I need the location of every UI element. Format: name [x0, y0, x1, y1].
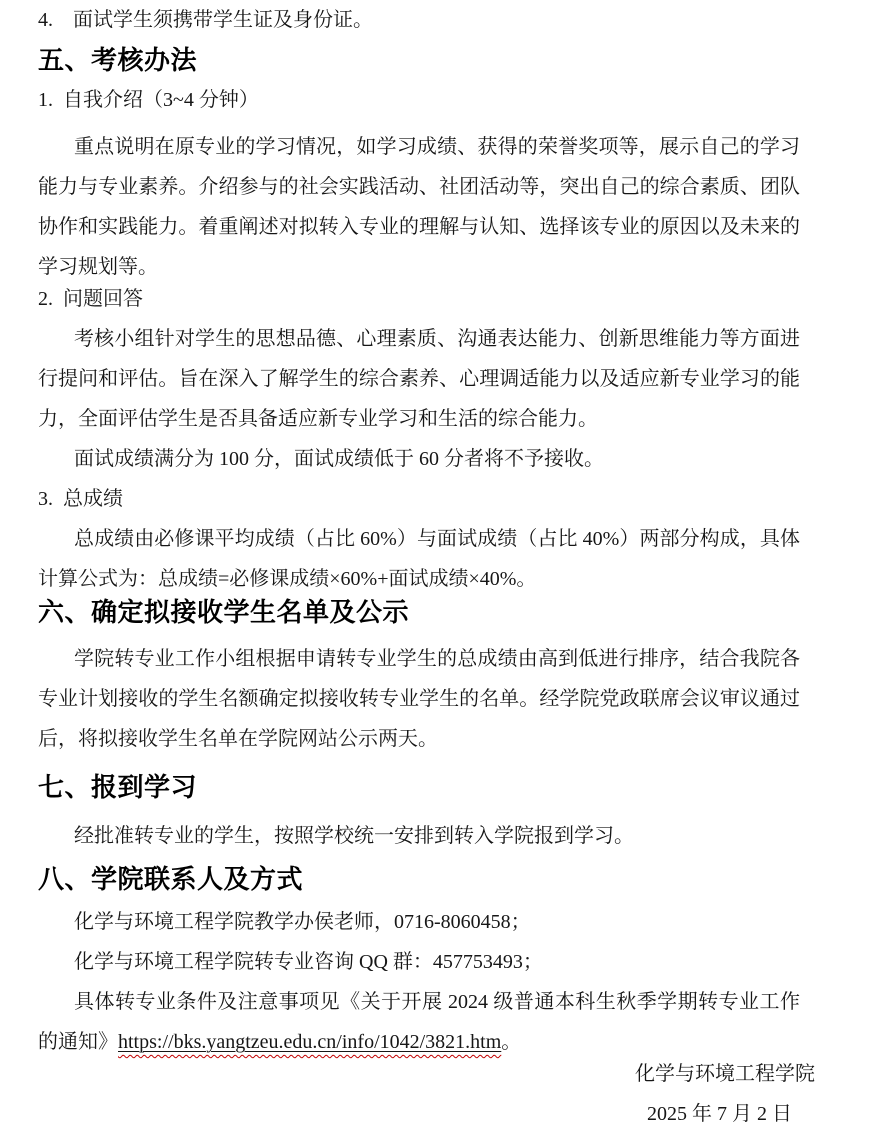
- notice-link-text: https://bks.yangtzeu.edu.cn/info/1042/3821.htm: [118, 1031, 502, 1053]
- para-contact-phone: 化学与环境工程学院教学办侯老师，0716-8060458；: [74, 911, 531, 933]
- list-item-4-text: 面试学生须携带学生证及身份证。: [73, 9, 373, 31]
- para-notice-link: [38, 982, 800, 1062]
- signature-college: 化学与环境工程学院: [635, 1063, 815, 1085]
- list-item-1-text: 自我介绍（3~4 分钟）: [63, 89, 259, 111]
- para-notice-link-part-2: 。: [501, 1031, 522, 1053]
- para-self-intro: 重点说明在原专业的学习情况，如学习成绩、获得的荣誉奖项等，展示自己的学习能力与专业素养。介绍参与的社会实践活动、社团活动等，突出自己的综合素质、团队协作和实践能力。着重阐述对拟转入专业的理解与认知、选择该专业的原因以及未来的学习规划等。: [38, 136, 800, 278]
- para-notice-link-part-0: 具体转专业条件及注意事项见《关于开展 2024 级普通本科生秋季学期转专业工作的通知》: [38, 991, 800, 1053]
- list-item-3-marker: 3.: [38, 488, 53, 510]
- list-item-3-text: 总成绩: [63, 488, 123, 510]
- para-interview-score: 面试成绩满分为 100 分，面试成绩低于 60 分者将不予接收。: [74, 448, 604, 470]
- para-report-study: 经批准转专业的学生，按照学校统一安排到转入学院报到学习。: [74, 825, 634, 847]
- list-item-3: [38, 479, 800, 519]
- list-item-4-marker: 4.: [38, 9, 53, 31]
- list-item-1-marker: 1.: [38, 89, 53, 111]
- para-admit-list: 学院转专业工作小组根据申请转专业学生的总成绩由高到低进行排序，结合我院各专业计划接收的学生名额确定拟接收转专业学生的名单。经学院党政联席会议审议通过后，将拟接收学生名单在学院网站公示两天。: [38, 648, 800, 750]
- list-item-4: [38, 0, 800, 40]
- list-item-1: [38, 80, 800, 120]
- list-item-2-text: 问题回答: [63, 288, 143, 310]
- heading-eight: 八、学院联系人及方式: [38, 864, 304, 894]
- heading-five: 五、考核办法: [38, 45, 198, 75]
- para-question-answer: 考核小组针对学生的思想品德、心理素质、沟通表达能力、创新思维能力等方面进行提问和评估。旨在深入了解学生的综合素养、心理调适能力以及适应新专业学习的能力，全面评估学生是否具备适应新专业学习和生活的综合能力。: [38, 328, 800, 430]
- para-total-score: 总成绩由必修课平均成绩（占比 60%）与面试成绩（占比 40%）两部分构成，具体计算公式为：总成绩=必修课成绩×60%+面试成绩×40%。: [38, 528, 800, 590]
- notice-link[interactable]: [118, 1031, 501, 1053]
- list-item-2-marker: 2.: [38, 288, 53, 310]
- heading-seven: 七、报到学习: [38, 772, 198, 802]
- heading-six: 六、确定拟接收学生名单及公示: [38, 597, 410, 627]
- signature-date: 2025 年 7 月 2 日: [647, 1103, 792, 1125]
- para-contact-qq: 化学与环境工程学院转专业咨询 QQ 群：457753493；: [74, 951, 543, 973]
